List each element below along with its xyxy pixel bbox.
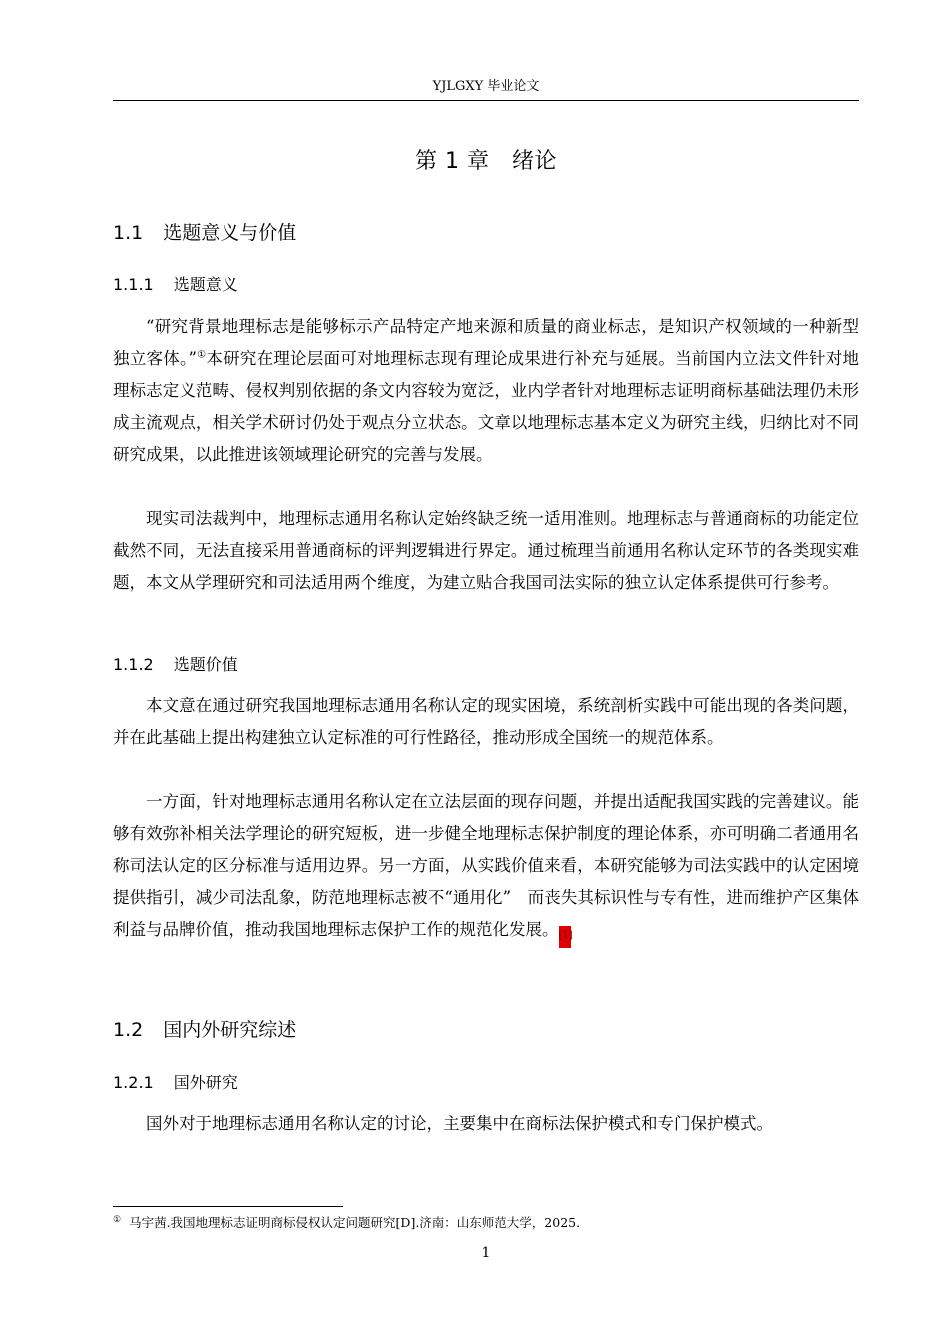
- subsection-number: 1.2.1: [113, 1073, 154, 1092]
- footnote: [113, 1214, 859, 1232]
- subsection-title: 选题价值: [173, 655, 238, 674]
- subsection-heading-1-1-1: [113, 273, 238, 297]
- section-heading-1-1: [113, 219, 296, 247]
- section-number: 1.1: [113, 222, 144, 244]
- subsection-title: 国外研究: [173, 1073, 238, 1092]
- section-heading-1-2: [113, 1016, 296, 1044]
- paragraph-text: “研究背景地理标志是能够标示产品特定产地来源和质量的商业标志，是知识产权领域的一种新型独立客体。”: [113, 317, 859, 368]
- paragraph-value-2: [113, 786, 859, 948]
- chapter-title: 第 1 章 绪论: [415, 149, 557, 174]
- footnote-mark: ①: [113, 1214, 122, 1225]
- subsection-number: 1.1.2: [113, 655, 154, 674]
- subsection-heading-1-1-2: [113, 653, 238, 677]
- paragraph-value-1: 本文意在通过研究我国地理标志通用名称认定的现实困境，系统剖析实践中可能出现的各类问题，并在此基础上提出构建独立认定标准的可行性路径，推动形成全国统一的规范体系。: [113, 696, 859, 747]
- subsection-title: 选题意义: [173, 275, 238, 294]
- citation-marker[interactable]: [1]: [559, 926, 571, 948]
- section-title: 国内外研究综述: [163, 1019, 297, 1041]
- paragraph-significance-2: 现实司法裁判中，地理标志通用名称认定始终缺乏统一适用准则。地理标志与普通商标的功能定位截然不同，无法直接采用普通商标的评判逻辑进行界定。通过梳理当前通用名称认定环节的各类现实难题，本文从学理研究和司法适用两个维度，为建立贴合我国司法实际的独立认定体系提供可行参考。: [113, 509, 859, 592]
- paragraph-text: 本研究在理论层面可对地理标志现有理论成果进行补充与延展。当前国内立法文件针对地理标志定义范畴、侵权判别依据的条文内容较为宽泛，业内学者针对地理标志证明商标基础法理仍未形成主流观点，相关学术研讨仍处于观点分立状态。文章以地理标志基本定义为研究主线，归纳比对不同研究成果，以此推进该领域理论研究的完善与发展。: [113, 349, 860, 464]
- paragraph-significance-1: [113, 311, 859, 471]
- section-title: 选题意义与价值: [163, 222, 297, 244]
- running-header: YJLGXY 毕业论文: [432, 79, 540, 94]
- paragraph-text: 一方面，针对地理标志通用名称认定在立法层面的现存问题，并提出适配我国实践的完善建议。能够有效弥补相关法学理论的研究短板，进一步健全地理标志保护制度的理论体系，亦可明确二者通用名称司法认定的区分标准与适用边界。另一方面，从实践价值来看，本研究能够为司法实践中的认定困境提供指引，减少司法乱象，防范地理标志被不“通用化” 而丧失其标识性与专有性，进而维护产区集体利益与品牌价值，推动我国地理标志保护工作的规范化发展。: [113, 792, 859, 939]
- header-rule: [113, 100, 859, 101]
- footnote-reference[interactable]: ①: [196, 349, 207, 361]
- footnote-text: 马宇茜.我国地理标志证明商标侵权认定问题研究[D].济南：山东师范大学，2025.: [129, 1215, 581, 1230]
- page-number: 1: [481, 1245, 491, 1261]
- paragraph-foreign-research: 国外对于地理标志通用名称认定的讨论，主要集中在商标法保护模式和专门保护模式。: [146, 1114, 773, 1133]
- subsection-heading-1-2-1: [113, 1071, 238, 1095]
- footnote-rule: [113, 1206, 343, 1207]
- subsection-number: 1.1.1: [113, 275, 154, 294]
- section-number: 1.2: [113, 1019, 144, 1041]
